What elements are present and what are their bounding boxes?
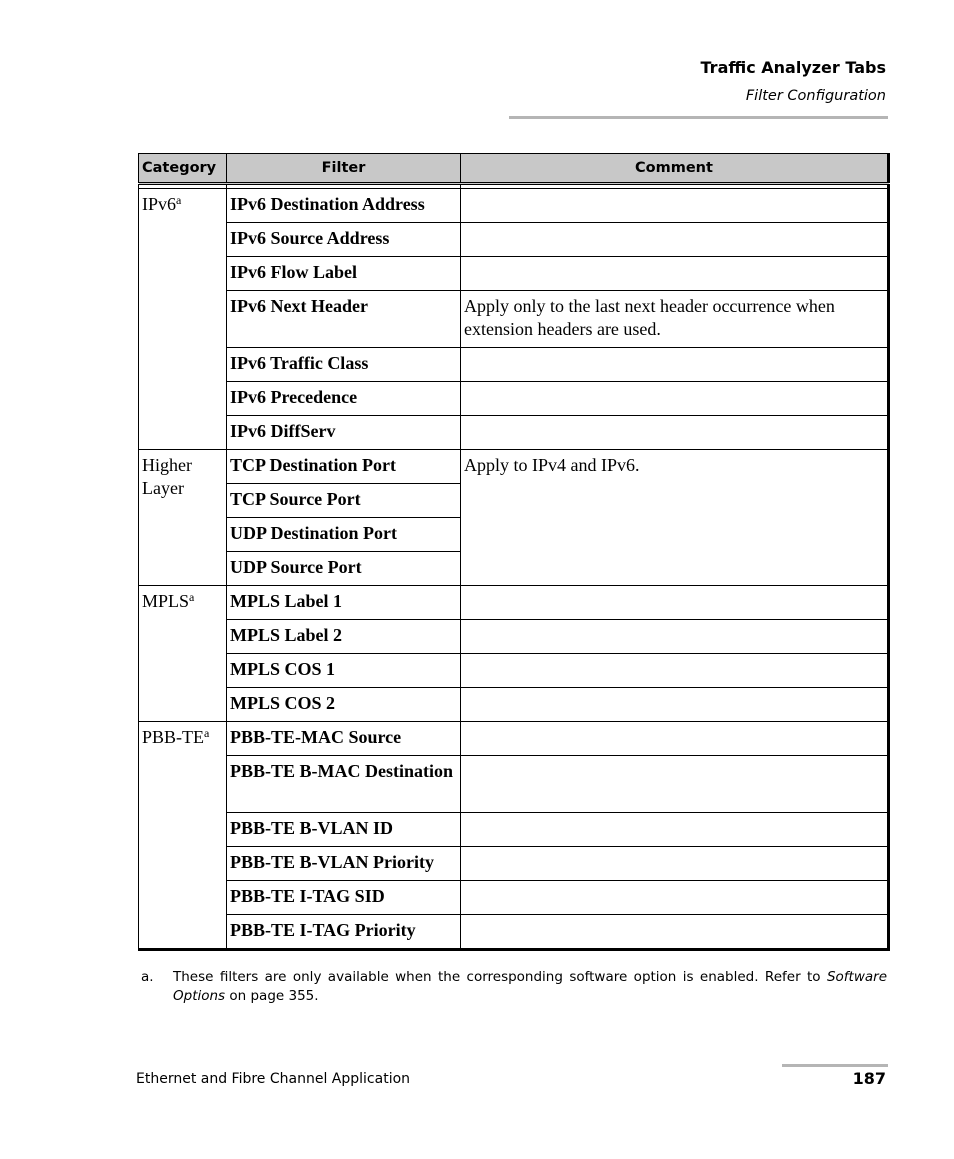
category-label: MPLS	[142, 591, 190, 611]
table-row	[139, 291, 889, 348]
comment-cell	[461, 756, 889, 813]
filter-cell: PBB-TE-MAC Source	[227, 722, 461, 756]
table-row	[139, 189, 889, 223]
footnote-marker: a.	[141, 969, 154, 985]
filter-cell: UDP Source Port	[227, 552, 461, 586]
table-row	[139, 813, 889, 847]
filter-cell: IPv6 Next Header	[227, 291, 461, 348]
table-row	[139, 586, 889, 620]
filter-cell: PBB-TE I-TAG Priority	[227, 915, 461, 950]
comment-cell	[461, 257, 889, 291]
comment-cell	[461, 847, 889, 881]
table-row	[139, 915, 889, 950]
footnote-text	[173, 968, 887, 1006]
page-number: 187	[852, 1069, 886, 1088]
footnote	[141, 968, 887, 1006]
comment-cell: Apply only to the last next header occurrence when extension headers are used.	[461, 291, 889, 348]
filter-cell: IPv6 Source Address	[227, 223, 461, 257]
footer-rule	[782, 1064, 888, 1067]
comment-cell	[461, 382, 889, 416]
comment-cell	[461, 586, 889, 620]
filter-cell: MPLS COS 2	[227, 688, 461, 722]
comment-cell	[461, 722, 889, 756]
filter-cell: PBB-TE B-VLAN ID	[227, 813, 461, 847]
filter-cell: PBB-TE B-VLAN Priority	[227, 847, 461, 881]
comment-cell	[461, 881, 889, 915]
table-row	[139, 450, 889, 484]
footnote-ref: a	[176, 193, 182, 207]
table-row	[139, 257, 889, 291]
filter-cell: IPv6 Precedence	[227, 382, 461, 416]
table-header-row	[139, 154, 889, 184]
running-header-title: Traffic Analyzer Tabs	[700, 58, 886, 77]
table-row	[139, 688, 889, 722]
filter-cell: MPLS Label 2	[227, 620, 461, 654]
comment-cell: Apply to IPv4 and IPv6.	[461, 450, 889, 586]
column-header-filter: Filter	[227, 154, 461, 184]
table-row	[139, 416, 889, 450]
filter-cell: TCP Source Port	[227, 484, 461, 518]
filter-cell: TCP Destination Port	[227, 450, 461, 484]
filter-cell: PBB-TE I-TAG SID	[227, 881, 461, 915]
filter-cell: IPv6 DiffServ	[227, 416, 461, 450]
filter-cell: MPLS Label 1	[227, 586, 461, 620]
footnote-cross-reference[interactable]: Software Options	[173, 969, 887, 1004]
comment-cell	[461, 348, 889, 382]
category-label: PBB-TE	[142, 727, 205, 747]
table-row	[139, 756, 889, 813]
table-row	[139, 654, 889, 688]
column-header-comment: Comment	[461, 154, 889, 184]
filter-cell: UDP Destination Port	[227, 518, 461, 552]
filter-cell: IPv6 Traffic Class	[227, 348, 461, 382]
comment-cell	[461, 654, 889, 688]
comment-cell	[461, 223, 889, 257]
filter-cell: IPv6 Destination Address	[227, 189, 461, 223]
category-label: IPv6	[142, 194, 177, 214]
table-row	[139, 223, 889, 257]
category-cell	[139, 586, 227, 722]
comment-cell	[461, 620, 889, 654]
category-cell: Higher Layer	[139, 450, 227, 586]
filter-table	[138, 153, 890, 951]
column-header-category: Category	[139, 154, 227, 184]
comment-cell	[461, 688, 889, 722]
footnote-ref: a	[204, 726, 210, 740]
table-row	[139, 847, 889, 881]
filter-cell: PBB-TE B-MAC Destination	[227, 756, 461, 813]
footer-document-title: Ethernet and Fibre Channel Application	[136, 1071, 411, 1087]
category-cell	[139, 722, 227, 950]
comment-cell	[461, 813, 889, 847]
table-row	[139, 382, 889, 416]
table-row	[139, 722, 889, 756]
header-rule	[509, 116, 888, 119]
table-row	[139, 620, 889, 654]
comment-cell	[461, 915, 889, 950]
filter-cell: IPv6 Flow Label	[227, 257, 461, 291]
table-row	[139, 881, 889, 915]
comment-cell	[461, 416, 889, 450]
footnote-text-before: These filters are only available when the corresponding software option is enabled. Refer to	[173, 969, 827, 985]
table-row	[139, 348, 889, 382]
comment-cell	[461, 189, 889, 223]
running-header-subtitle: Filter Configuration	[745, 88, 886, 104]
category-cell	[139, 189, 227, 450]
filter-cell: MPLS COS 1	[227, 654, 461, 688]
footnote-text-after: on page 355.	[225, 988, 319, 1004]
footnote-ref: a	[189, 590, 195, 604]
